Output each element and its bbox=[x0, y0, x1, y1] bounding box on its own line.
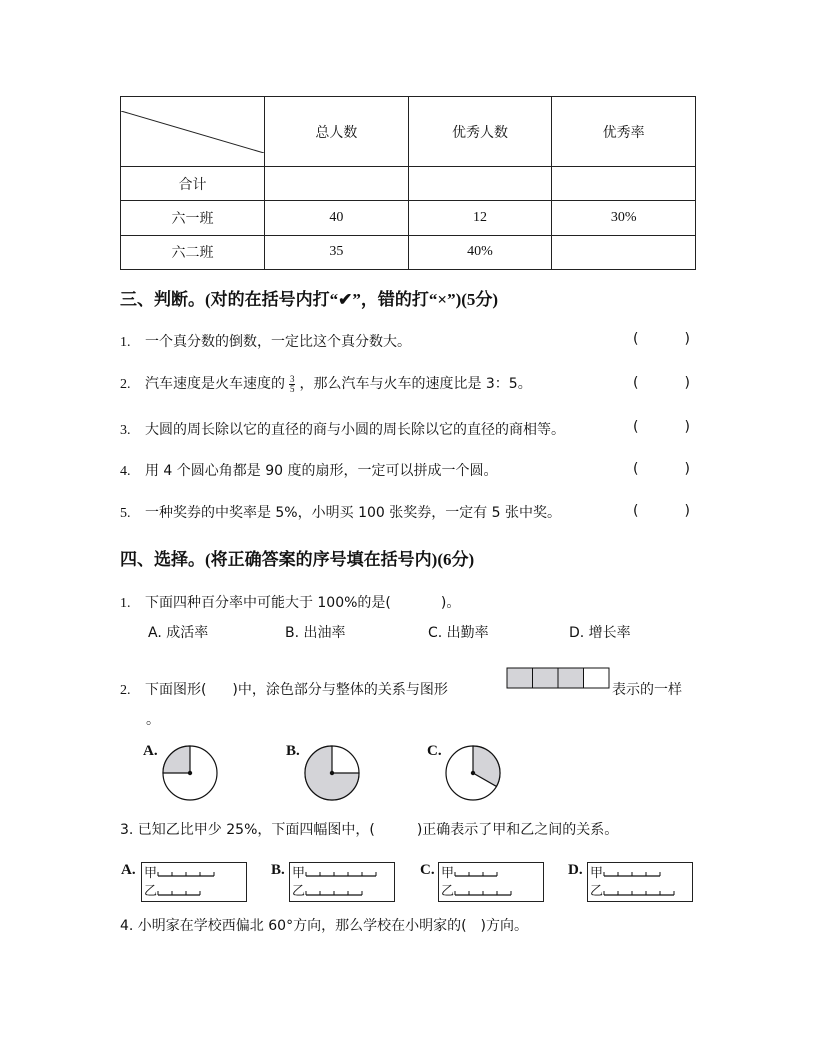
table-cell bbox=[552, 167, 696, 201]
answer-blank-2[interactable]: ( ) bbox=[633, 375, 690, 391]
shaded-cell bbox=[558, 668, 584, 688]
table-cell: 30% bbox=[552, 201, 696, 235]
shaded-cell bbox=[533, 668, 559, 688]
q3-option-d-label[interactable]: D. bbox=[568, 862, 583, 878]
table-cell: 合计 bbox=[121, 167, 265, 201]
table-cell bbox=[552, 235, 696, 269]
q2-option-b-label[interactable]: B. bbox=[286, 743, 300, 759]
q3-option-b-diagram[interactable]: 甲 乙 bbox=[289, 862, 395, 902]
choice-q4: 4. 小明家在学校西偏北 60°方向，那么学校在小明家的( )方向。 bbox=[120, 918, 529, 934]
q3-option-d-diagram[interactable]: 甲 乙 bbox=[587, 862, 693, 902]
table-row bbox=[121, 235, 696, 269]
choice-q2: 2. 下面图形( )中，涂色部分与整体的关系与图形 bbox=[120, 682, 448, 698]
judge-item-1: 1. 一个真分数的倒数，一定比这个真分数大。 bbox=[120, 334, 411, 350]
table-row bbox=[121, 167, 696, 201]
table-header-row bbox=[121, 97, 696, 167]
q3-option-b-label[interactable]: B. bbox=[271, 862, 285, 878]
table-cell: 35 bbox=[265, 235, 409, 269]
q2-option-b-circle[interactable] bbox=[303, 743, 361, 803]
q2-option-a-label[interactable]: A. bbox=[143, 743, 158, 759]
table-cell: 40% bbox=[408, 235, 552, 269]
table-cell: 12 bbox=[408, 201, 552, 235]
table-cell: 六一班 bbox=[121, 201, 265, 235]
section-4-title: 四、选择。(将正确答案的序号填在括号内)(6分) bbox=[120, 550, 475, 570]
diagonal-header-cell bbox=[121, 97, 265, 167]
q3-option-a-label[interactable]: A. bbox=[121, 862, 136, 878]
table-cell: 六二班 bbox=[121, 235, 265, 269]
judge-item-3: 3. 大圆的周长除以它的直径的商与小圆的周长除以它的直径的商相等。 bbox=[120, 422, 565, 438]
reference-bar-figure bbox=[506, 667, 610, 689]
q3-option-a-diagram[interactable]: 甲 乙 bbox=[141, 862, 247, 902]
choice-q1: 1. 下面四种百分率中可能大于 100%的是( )。 bbox=[120, 595, 461, 611]
section-3-title: 三、判断。(对的在括号内打“✔”，错的打“×”)(5分) bbox=[120, 290, 499, 310]
shaded-cell bbox=[507, 668, 533, 688]
judge-item-2: 2. 汽车速度是火车速度的 $\frac{3}{5}$ ，那么汽车与火车的速度比是 3：5。 bbox=[120, 373, 532, 394]
fraction: $\frac{3}{5}$ bbox=[289, 373, 295, 394]
stats-table bbox=[120, 96, 696, 270]
q2-option-c-circle[interactable] bbox=[444, 743, 502, 803]
header-cell: 总人数 bbox=[265, 97, 409, 167]
table-cell: 40 bbox=[265, 201, 409, 235]
center-dot bbox=[471, 771, 475, 775]
judge-item-4: 4. 用 4 个圆心角都是 90 度的扇形，一定可以拼成一个圆。 bbox=[120, 463, 498, 479]
center-dot bbox=[330, 771, 334, 775]
header-cell: 优秀率 bbox=[552, 97, 696, 167]
answer-blank-4[interactable]: ( ) bbox=[633, 461, 690, 477]
header-cell: 优秀人数 bbox=[408, 97, 552, 167]
choice-q2-tail: 表示的一样 bbox=[612, 682, 682, 698]
table-row bbox=[121, 201, 696, 235]
q2-option-a-circle[interactable] bbox=[161, 743, 219, 803]
choice-q2-end: 。 bbox=[146, 712, 160, 728]
q1-option-d[interactable]: D. 增长率 bbox=[569, 625, 631, 641]
table-cell bbox=[408, 167, 552, 201]
q1-option-a[interactable]: A. 成活率 bbox=[148, 625, 209, 641]
answer-blank-5[interactable]: ( ) bbox=[633, 503, 690, 519]
q1-option-c[interactable]: C. 出勤率 bbox=[428, 625, 489, 641]
q1-option-b[interactable]: B. 出油率 bbox=[285, 625, 346, 641]
choice-q3: 3. 已知乙比甲少 25%，下面四幅图中，( )正确表示了甲和乙之间的关系。 bbox=[120, 822, 619, 838]
blank-cell bbox=[584, 668, 610, 688]
judge-item-5: 5. 一种奖券的中奖率是 5%，小明买 100 张奖券，一定有 5 张中奖。 bbox=[120, 505, 562, 521]
center-dot bbox=[188, 771, 192, 775]
q3-option-c-label[interactable]: C. bbox=[420, 862, 435, 878]
q3-option-c-diagram[interactable]: 甲 乙 bbox=[438, 862, 544, 902]
shaded-sector bbox=[163, 746, 190, 773]
answer-blank-1[interactable]: ( ) bbox=[633, 331, 690, 347]
table-cell bbox=[265, 167, 409, 201]
answer-blank-3[interactable]: ( ) bbox=[633, 419, 690, 435]
q2-option-c-label[interactable]: C. bbox=[427, 743, 442, 759]
